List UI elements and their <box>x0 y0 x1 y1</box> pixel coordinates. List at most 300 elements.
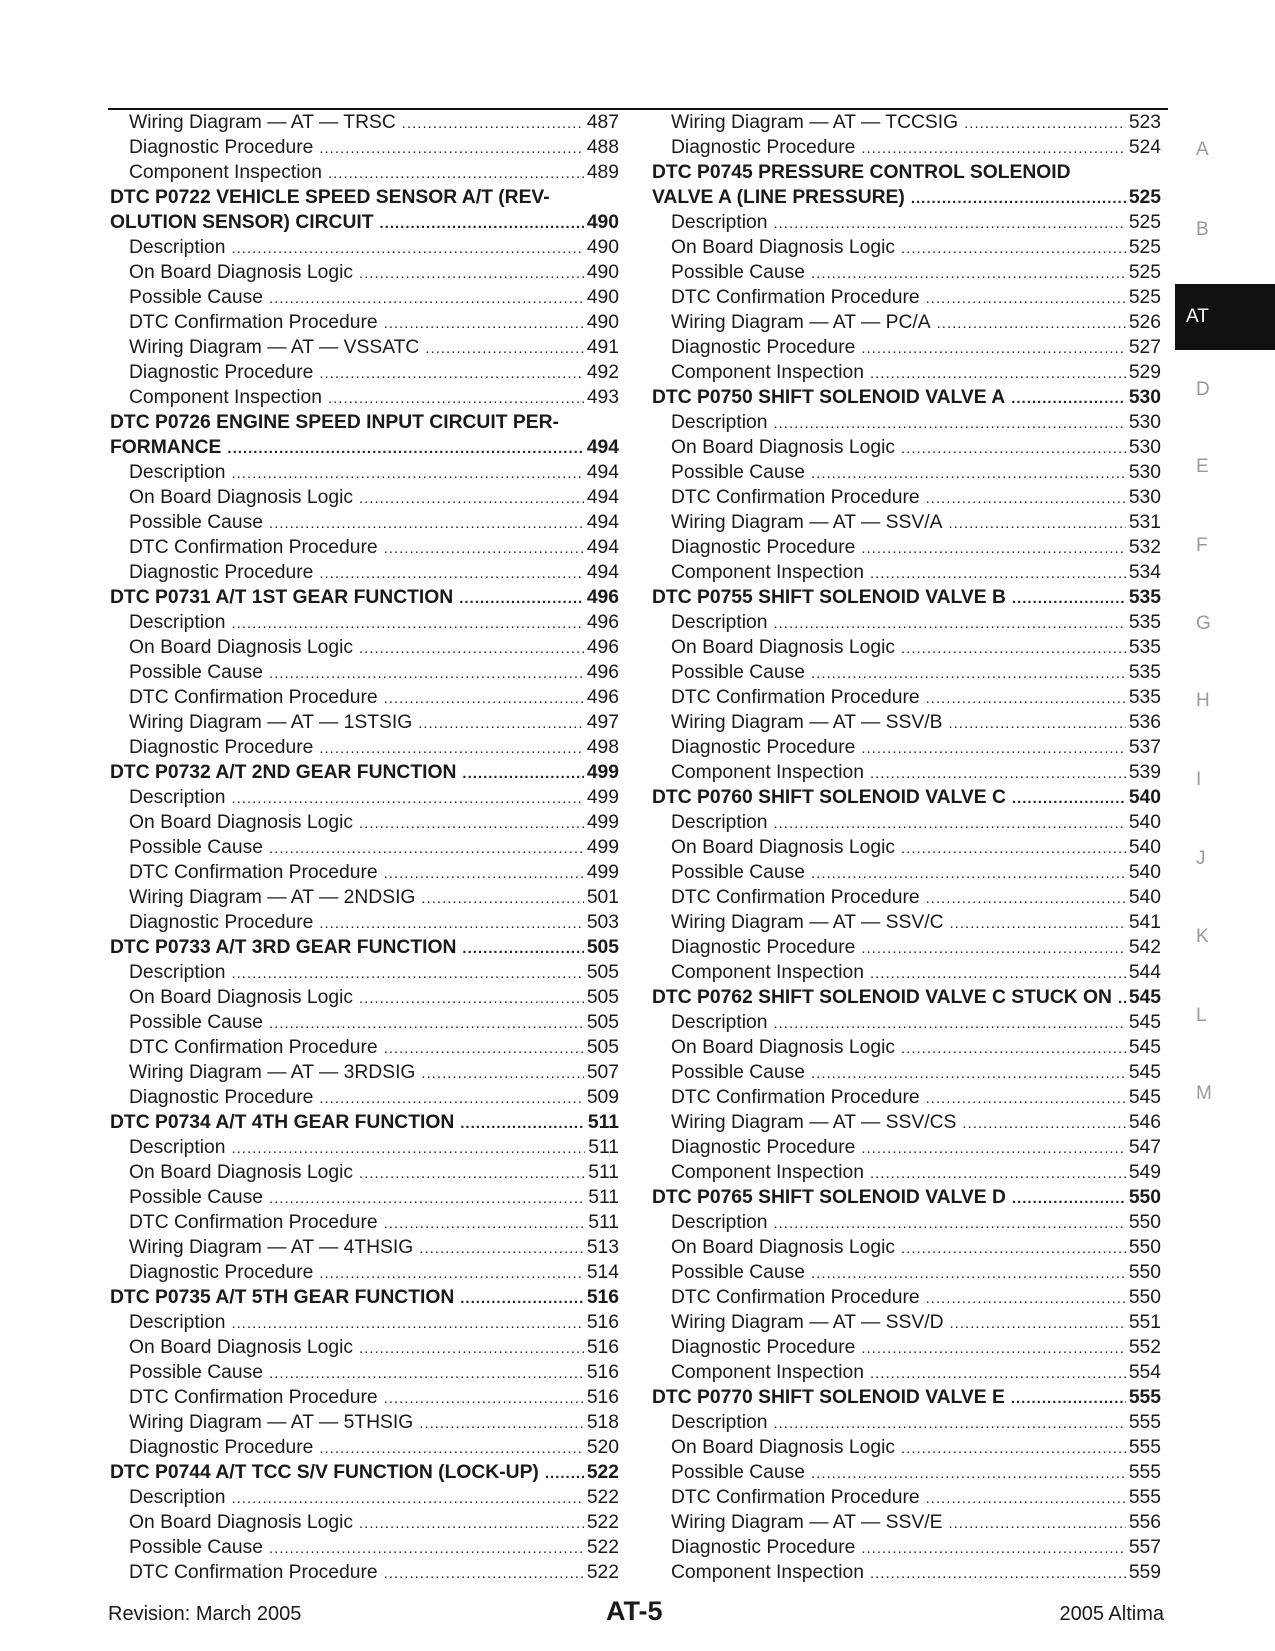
section-tab-g[interactable]: G <box>1196 613 1211 634</box>
dot-leader <box>269 511 584 535</box>
toc-entry-title: Description <box>129 462 226 483</box>
toc-entry-title: DTC P0765 SHIFT SOLENOID VALVE D <box>652 1187 1006 1208</box>
toc-entry-title: Component Inspection <box>129 387 322 408</box>
toc-entry[interactable] <box>652 1510 1161 1535</box>
toc-entry-title: Wiring Diagram — AT — SSV/CS <box>671 1112 957 1133</box>
toc-entry-title: Description <box>671 1412 768 1433</box>
toc-entry[interactable] <box>652 1135 1161 1160</box>
toc-entry[interactable] <box>110 310 619 335</box>
toc-entry[interactable] <box>652 1085 1161 1110</box>
toc-entry-page: 496 <box>586 637 619 658</box>
toc-entry[interactable] <box>110 1260 619 1285</box>
toc-entry[interactable] <box>652 285 1161 310</box>
dot-leader <box>861 136 1125 160</box>
toc-entry-title: Diagnostic Procedure <box>129 1437 314 1458</box>
toc-entry[interactable] <box>652 660 1161 685</box>
toc-entry[interactable] <box>110 285 619 310</box>
toc-section-heading[interactable] <box>110 1460 619 1485</box>
toc-entry[interactable] <box>652 1160 1161 1185</box>
toc-section-heading[interactable] <box>652 585 1161 610</box>
toc-entry[interactable] <box>110 710 619 735</box>
toc-entry[interactable] <box>110 1185 619 1210</box>
toc-entry[interactable] <box>110 1310 619 1335</box>
toc-entry[interactable] <box>652 535 1161 560</box>
toc-entry-title: DTC P0770 SHIFT SOLENOID VALVE E <box>652 1387 1005 1408</box>
toc-entry[interactable] <box>652 1110 1161 1135</box>
toc-entry[interactable] <box>110 1035 619 1060</box>
dot-leader <box>380 211 584 235</box>
toc-entry-title: Possible Cause <box>671 1462 805 1483</box>
toc-entry-title: Component Inspection <box>671 1362 864 1383</box>
toc-entry-title: On Board Diagnosis Logic <box>129 987 354 1008</box>
toc-entry[interactable] <box>110 160 619 185</box>
toc-entry[interactable] <box>652 1435 1161 1460</box>
page-number: AT-5 <box>606 1596 663 1626</box>
toc-entry-title: Diagnostic Procedure <box>129 912 314 933</box>
dot-leader <box>773 1011 1125 1035</box>
toc-entry-title: DTC Confirmation Procedure <box>129 1037 378 1058</box>
toc-entry-page: 490 <box>586 312 619 333</box>
toc-entry[interactable] <box>652 910 1161 935</box>
toc-entry-page: 494 <box>586 462 619 483</box>
toc-section-heading[interactable] <box>652 1185 1161 1210</box>
toc-entry[interactable] <box>652 1060 1161 1085</box>
toc-entry-title: Diagnostic Procedure <box>671 337 856 358</box>
toc-entry-page: 522 <box>586 1487 619 1508</box>
toc-entry-page: 534 <box>1128 562 1161 583</box>
toc-entry[interactable] <box>652 960 1161 985</box>
toc-entry-page: 520 <box>586 1437 619 1458</box>
toc-entry[interactable] <box>652 310 1161 335</box>
toc-entry-page: 525 <box>1128 237 1161 258</box>
toc-entry[interactable] <box>652 1310 1161 1335</box>
dot-leader <box>926 486 1126 510</box>
toc-entry[interactable] <box>652 360 1161 385</box>
toc-entry[interactable] <box>110 960 619 985</box>
toc-entry[interactable] <box>652 735 1161 760</box>
toc-entry[interactable] <box>110 635 619 660</box>
section-tab-h[interactable]: H <box>1196 690 1210 711</box>
toc-entry[interactable] <box>110 1160 619 1185</box>
toc-entry[interactable] <box>110 1010 619 1035</box>
dot-leader <box>231 236 583 260</box>
toc-entry-page: 516 <box>586 1337 619 1358</box>
toc-entry[interactable] <box>652 635 1161 660</box>
toc-entry-title: Component Inspection <box>671 1162 864 1183</box>
toc-entry-page: 505 <box>586 987 619 1008</box>
toc-entry[interactable] <box>652 210 1161 235</box>
toc-entry-page: 503 <box>586 912 619 933</box>
toc-entry-page: 535 <box>1128 637 1161 658</box>
dot-leader <box>384 1036 584 1060</box>
toc-entry-title: Description <box>129 612 226 633</box>
toc-entry[interactable] <box>652 760 1161 785</box>
toc-entry-page: 518 <box>586 1412 619 1433</box>
toc-section-heading[interactable] <box>652 385 1161 410</box>
toc-entry-page: 492 <box>586 362 619 383</box>
toc-section-heading[interactable] <box>110 435 619 460</box>
dot-leader <box>1011 386 1126 410</box>
toc-entry[interactable] <box>110 1210 619 1235</box>
toc-entry-page: 555 <box>1128 1487 1161 1508</box>
toc-entry-title: DTC P0755 SHIFT SOLENOID VALVE B <box>652 587 1006 608</box>
toc-entry[interactable] <box>652 260 1161 285</box>
toc-entry-title: Possible Cause <box>671 1262 805 1283</box>
dot-leader <box>359 1511 584 1535</box>
toc-entry-page: 550 <box>1128 1187 1161 1208</box>
toc-entry[interactable] <box>110 1510 619 1535</box>
toc-entry[interactable] <box>110 510 619 535</box>
dot-leader <box>926 686 1126 710</box>
toc-entry-title: Diagnostic Procedure <box>671 537 856 558</box>
toc-entry-title: DTC Confirmation Procedure <box>671 1287 920 1308</box>
section-tab-b[interactable]: B <box>1196 219 1209 240</box>
toc-entry-title: On Board Diagnosis Logic <box>129 1337 354 1358</box>
dot-leader <box>773 211 1125 235</box>
toc-entry-page: 516 <box>586 1362 619 1383</box>
toc-section-heading[interactable] <box>110 1285 619 1310</box>
toc-entry-page: 511 <box>588 1137 619 1158</box>
dot-leader <box>1118 986 1126 1010</box>
toc-section-heading[interactable] <box>110 935 619 960</box>
dot-leader <box>861 536 1125 560</box>
toc-entry-title: Wiring Diagram — AT — 5THSIG <box>129 1412 414 1433</box>
toc-entry-title: Wiring Diagram — AT — PC/A <box>671 312 931 333</box>
toc-entry[interactable] <box>652 235 1161 260</box>
toc-entry[interactable] <box>110 1485 619 1510</box>
toc-entry[interactable] <box>110 1360 619 1385</box>
toc-entry-page: 555 <box>1128 1387 1161 1408</box>
toc-entry-page: 497 <box>586 712 619 733</box>
toc-entry[interactable] <box>652 335 1161 360</box>
toc-entry-title: On Board Diagnosis Logic <box>129 487 354 508</box>
toc-entry[interactable] <box>652 685 1161 710</box>
dot-leader <box>359 811 584 835</box>
dot-leader <box>811 1061 1126 1085</box>
toc-entry-page: 550 <box>1128 1287 1161 1308</box>
toc-entry-page: 490 <box>586 212 619 233</box>
toc-entry-page: 540 <box>1128 887 1161 908</box>
toc-entry[interactable] <box>110 360 619 385</box>
dot-leader <box>425 336 583 360</box>
dot-leader <box>926 286 1126 310</box>
dot-leader <box>319 1436 583 1460</box>
toc-entry-page: 490 <box>586 262 619 283</box>
toc-entry[interactable] <box>110 610 619 635</box>
dot-leader <box>402 111 584 135</box>
section-tab-j[interactable]: J <box>1196 848 1206 869</box>
toc-entry-page: 496 <box>586 612 619 633</box>
toc-entry[interactable] <box>110 485 619 510</box>
toc-entry-page: 530 <box>1128 462 1161 483</box>
dot-leader <box>319 561 583 585</box>
toc-entry[interactable] <box>652 1335 1161 1360</box>
toc-entry[interactable] <box>652 885 1161 910</box>
toc-entry-title: Possible Cause <box>129 662 263 683</box>
toc-entry[interactable] <box>110 110 619 135</box>
toc-entry-title: On Board Diagnosis Logic <box>671 437 896 458</box>
toc-entry-page: 522 <box>586 1512 619 1533</box>
toc-entry-page: 496 <box>586 587 619 608</box>
toc-section-heading[interactable] <box>110 585 619 610</box>
toc-entry-page: 530 <box>1128 437 1161 458</box>
toc-entry-title: Description <box>671 212 768 233</box>
toc-entry-page: 491 <box>586 337 619 358</box>
toc-entry-page: 505 <box>586 937 619 958</box>
toc-entry-title: DTC Confirmation Procedure <box>129 687 378 708</box>
toc-entry-page: 526 <box>1128 312 1161 333</box>
dot-leader <box>901 436 1126 460</box>
section-tab-f[interactable]: F <box>1196 535 1208 556</box>
toc-entry[interactable] <box>110 135 619 160</box>
dot-leader <box>319 361 583 385</box>
toc-entry-title: Wiring Diagram — AT — 1STSIG <box>129 712 413 733</box>
toc-entry-page: 530 <box>1128 487 1161 508</box>
toc-entry-page: 499 <box>586 812 619 833</box>
toc-entry-title: DTC Confirmation Procedure <box>129 312 378 333</box>
section-tab-l[interactable]: L <box>1196 1005 1207 1026</box>
toc-entry-title: DTC Confirmation Procedure <box>129 1387 378 1408</box>
toc-section-heading[interactable] <box>110 410 619 435</box>
toc-entry-page: 555 <box>1128 1437 1161 1458</box>
toc-entry[interactable] <box>110 835 619 860</box>
toc-entry[interactable] <box>110 810 619 835</box>
dot-leader <box>231 961 583 985</box>
dot-leader <box>231 611 583 635</box>
toc-entry[interactable] <box>652 1260 1161 1285</box>
toc-entry[interactable] <box>652 1035 1161 1060</box>
toc-entry-page: 489 <box>586 162 619 183</box>
toc-entry-page: 507 <box>586 1062 619 1083</box>
dot-leader <box>384 1386 584 1410</box>
toc-entry-title: Wiring Diagram — AT — SSV/C <box>671 912 944 933</box>
toc-entry-page: 556 <box>1128 1512 1161 1533</box>
toc-entry-page: 527 <box>1128 337 1161 358</box>
dot-leader <box>384 536 584 560</box>
toc-entry[interactable] <box>110 235 619 260</box>
dot-leader <box>460 1111 585 1135</box>
toc-entry-title: DTC P0731 A/T 1ST GEAR FUNCTION <box>110 587 454 608</box>
dot-leader <box>926 1286 1126 1310</box>
toc-entry[interactable] <box>110 985 619 1010</box>
toc-entry[interactable] <box>652 1460 1161 1485</box>
toc-entry-page: 525 <box>1128 212 1161 233</box>
toc-entry-title: DTC Confirmation Procedure <box>671 487 920 508</box>
toc-entry-title: Description <box>129 1137 226 1158</box>
toc-entry-page: 505 <box>586 1037 619 1058</box>
section-tab-i[interactable]: I <box>1196 769 1202 790</box>
toc-entry-page: 550 <box>1128 1237 1161 1258</box>
toc-entry[interactable] <box>652 410 1161 435</box>
toc-entry-page: 499 <box>586 762 619 783</box>
toc-entry[interactable] <box>110 1385 619 1410</box>
toc-section-heading[interactable] <box>110 1110 619 1135</box>
toc-entry[interactable] <box>110 1435 619 1460</box>
toc-entry-title: DTC Confirmation Procedure <box>671 887 920 908</box>
toc-entry-page: 511 <box>588 1212 619 1233</box>
section-tab-d[interactable]: D <box>1196 379 1210 400</box>
toc-entry[interactable] <box>110 460 619 485</box>
toc-entry-title: FORMANCE <box>110 437 222 458</box>
toc-entry-title: Wiring Diagram — AT — 3RDSIG <box>129 1062 416 1083</box>
toc-section-heading[interactable] <box>652 185 1161 210</box>
toc-entry-title: Diagnostic Procedure <box>671 1337 856 1358</box>
dot-leader <box>773 811 1125 835</box>
toc-entry[interactable] <box>652 1410 1161 1435</box>
toc-entry[interactable] <box>110 1135 619 1160</box>
toc-section-heading[interactable] <box>110 210 619 235</box>
dot-leader <box>269 661 584 685</box>
toc-entry[interactable] <box>110 535 619 560</box>
toc-entry-title: Diagnostic Procedure <box>671 737 856 758</box>
section-tab-k[interactable]: K <box>1196 926 1209 947</box>
toc-entry[interactable] <box>110 260 619 285</box>
dot-leader <box>359 1336 584 1360</box>
toc-entry[interactable] <box>652 510 1161 535</box>
toc-entry[interactable] <box>652 560 1161 585</box>
toc-entry-page: 530 <box>1128 387 1161 408</box>
toc-entry-title: DTC Confirmation Procedure <box>129 862 378 883</box>
toc-entry[interactable] <box>652 1485 1161 1510</box>
toc-entry[interactable] <box>652 435 1161 460</box>
toc-entry[interactable] <box>652 1560 1161 1585</box>
toc-entry[interactable] <box>652 135 1161 160</box>
toc-entry[interactable] <box>110 885 619 910</box>
toc-entry[interactable] <box>110 1335 619 1360</box>
toc-entry[interactable] <box>652 1210 1161 1235</box>
toc-entry[interactable] <box>652 1535 1161 1560</box>
dot-leader <box>421 1061 583 1085</box>
toc-entry-page: 523 <box>1128 112 1161 133</box>
section-tab-at[interactable]: AT <box>1175 284 1275 350</box>
dot-leader <box>384 311 584 335</box>
toc-entry-title: Diagnostic Procedure <box>671 137 856 158</box>
toc-entry[interactable] <box>652 485 1161 510</box>
toc-section-heading[interactable] <box>110 185 619 210</box>
toc-entry[interactable] <box>110 735 619 760</box>
toc-entry-page: 494 <box>586 562 619 583</box>
toc-section-heading[interactable] <box>652 985 1161 1010</box>
toc-entry[interactable] <box>652 710 1161 735</box>
toc-entry[interactable] <box>110 685 619 710</box>
toc-section-heading[interactable] <box>110 760 619 785</box>
toc-section-heading[interactable] <box>652 785 1161 810</box>
toc-entry-title: On Board Diagnosis Logic <box>671 637 896 658</box>
toc-entry-title: DTC P0733 A/T 3RD GEAR FUNCTION <box>110 937 457 958</box>
toc-entry-title: Wiring Diagram — AT — 2NDSIG <box>129 887 416 908</box>
toc-entry[interactable] <box>652 110 1161 135</box>
dot-leader <box>811 1261 1126 1285</box>
dot-leader <box>901 236 1126 260</box>
toc-entry-page: 525 <box>1128 262 1161 283</box>
dot-leader <box>926 1486 1126 1510</box>
toc-entry-title: Description <box>129 1312 226 1333</box>
toc-entry[interactable] <box>110 560 619 585</box>
dot-leader <box>419 1236 584 1260</box>
toc-entry-page: 555 <box>1128 1462 1161 1483</box>
toc-entry-title: Diagnostic Procedure <box>129 1262 314 1283</box>
dot-leader <box>861 1336 1125 1360</box>
toc-entry[interactable] <box>110 1235 619 1260</box>
toc-entry[interactable] <box>110 910 619 935</box>
toc-entry[interactable] <box>110 385 619 410</box>
dot-leader <box>870 1161 1126 1185</box>
toc-entry-title: DTC P0735 A/T 5TH GEAR FUNCTION <box>110 1287 455 1308</box>
dot-leader <box>861 1536 1125 1560</box>
toc-entry[interactable] <box>652 610 1161 635</box>
toc-entry-title: DTC P0734 A/T 4TH GEAR FUNCTION <box>110 1112 455 1133</box>
toc-entry[interactable] <box>110 1535 619 1560</box>
toc-entry[interactable] <box>110 660 619 685</box>
toc-entry-page: 557 <box>1128 1537 1161 1558</box>
toc-entry[interactable] <box>652 1235 1161 1260</box>
toc-entry[interactable] <box>652 835 1161 860</box>
section-tab-e[interactable]: E <box>1196 456 1209 477</box>
toc-entry[interactable] <box>652 1010 1161 1035</box>
dot-leader <box>861 936 1125 960</box>
dot-leader <box>901 1036 1126 1060</box>
dot-leader <box>773 411 1125 435</box>
toc-entry[interactable] <box>110 1410 619 1435</box>
toc-entry-page: 555 <box>1128 1412 1161 1433</box>
toc-entry[interactable] <box>652 1360 1161 1385</box>
toc-entry[interactable] <box>110 335 619 360</box>
toc-entry[interactable] <box>110 1085 619 1110</box>
dot-leader <box>269 836 584 860</box>
dot-leader <box>384 1211 586 1235</box>
toc-entry-page: 549 <box>1128 1162 1161 1183</box>
toc-entry-page: 535 <box>1128 587 1161 608</box>
toc-entry[interactable] <box>652 860 1161 885</box>
toc-entry[interactable] <box>110 1560 619 1585</box>
toc-entry-page: 509 <box>586 1087 619 1108</box>
toc-entry-title: On Board Diagnosis Logic <box>129 637 354 658</box>
dot-leader <box>870 1561 1126 1585</box>
toc-entry-title: Possible Cause <box>129 837 263 858</box>
toc-entry-title: Component Inspection <box>671 762 864 783</box>
toc-entry-title: Description <box>671 1012 768 1033</box>
toc-entry-title: Diagnostic Procedure <box>671 937 856 958</box>
toc-entry-page: 550 <box>1128 1212 1161 1233</box>
toc-entry[interactable] <box>652 935 1161 960</box>
toc-entry-title: On Board Diagnosis Logic <box>671 837 896 858</box>
toc-entry-page: 494 <box>586 512 619 533</box>
toc-entry[interactable] <box>110 1060 619 1085</box>
toc-entry[interactable] <box>652 1285 1161 1310</box>
toc-entry-title: Diagnostic Procedure <box>671 1537 856 1558</box>
toc-entry[interactable] <box>110 785 619 810</box>
toc-entry-page: 545 <box>1128 987 1161 1008</box>
toc-entry[interactable] <box>652 460 1161 485</box>
toc-section-heading[interactable] <box>652 160 1161 185</box>
toc-entry-page: 537 <box>1128 737 1161 758</box>
dot-leader <box>870 961 1126 985</box>
dot-leader <box>926 886 1126 910</box>
toc-entry[interactable] <box>652 810 1161 835</box>
toc-section-heading[interactable] <box>652 1385 1161 1410</box>
toc-entry-page: 545 <box>1128 1012 1161 1033</box>
dot-leader <box>870 761 1126 785</box>
dot-leader <box>319 1086 583 1110</box>
toc-entry[interactable] <box>110 860 619 885</box>
dot-leader <box>773 611 1125 635</box>
section-tab-a[interactable]: A <box>1196 139 1209 160</box>
dot-leader <box>926 1086 1126 1110</box>
toc-entry-page: 499 <box>586 787 619 808</box>
section-tab-m[interactable]: M <box>1196 1083 1212 1104</box>
toc-entry-page: 511 <box>588 1187 619 1208</box>
toc-entry-title: Wiring Diagram — AT — SSV/E <box>671 1512 943 1533</box>
